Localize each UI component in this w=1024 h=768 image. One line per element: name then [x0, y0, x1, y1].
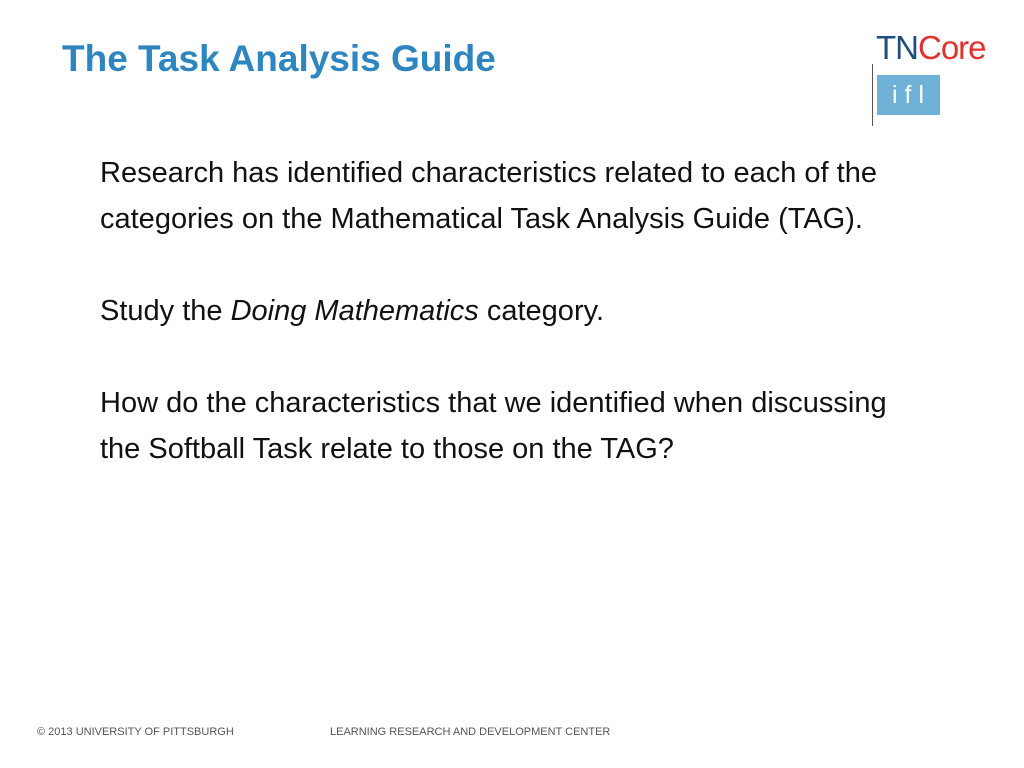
- tncore-ifl-logo: [872, 28, 1012, 128]
- slide-body: [100, 150, 890, 518]
- logo-core-text: Core: [918, 29, 986, 66]
- paragraph-study-category: [100, 288, 890, 334]
- paragraph-question: How do the characteristics that we identified when discussing the Softball Task relate to those on the TAG?: [100, 387, 887, 465]
- study-prefix: Study the: [100, 295, 231, 327]
- footer-copyright: © 2013 UNIVERSITY OF PITTSBURGH: [37, 726, 234, 738]
- study-suffix: category.: [478, 295, 605, 327]
- doing-mathematics-emphasis: Doing Mathematics: [230, 295, 479, 327]
- slide-title: The Task Analysis Guide: [62, 38, 496, 79]
- footer-center-label: LEARNING RESEARCH AND DEVELOPMENT CENTER: [330, 726, 611, 738]
- logo-divider: [872, 64, 873, 126]
- logo-tn-text: TN: [876, 29, 918, 66]
- tncore-wordmark: [876, 28, 986, 68]
- paragraph-research: Research has identified characteristics related to each of the categories on the Mathematical Task Analysis Guide (TAG).: [100, 157, 877, 235]
- ifl-badge: ifl: [877, 75, 940, 115]
